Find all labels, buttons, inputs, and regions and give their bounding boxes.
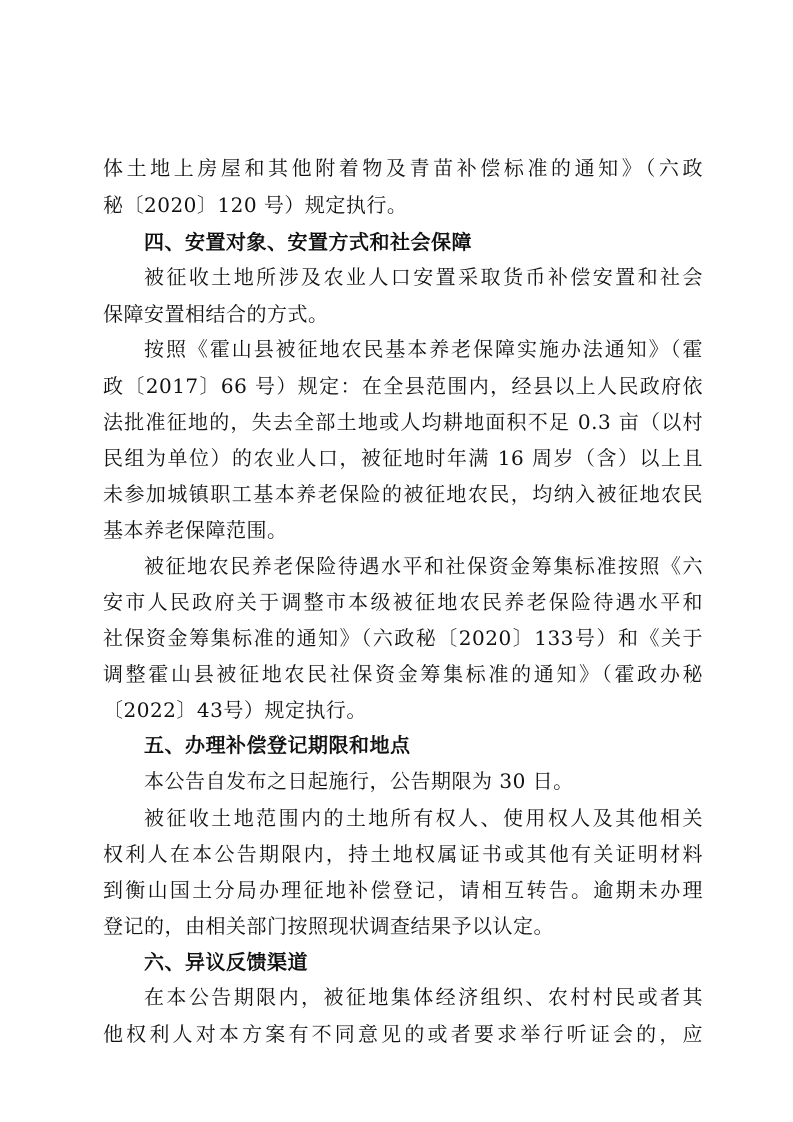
- paragraph-line: 被征地农民养老保险待遇水平和社保资金筹集标准按照《六: [144, 554, 703, 578]
- paragraph-line: 保障安置相结合的方式。: [103, 302, 329, 326]
- paragraph-line: 被征收土地范围内的土地所有权人、使用权人及其他相关: [144, 806, 703, 830]
- paragraph-line: 体土地上房屋和其他附着物及青苗补偿标准的通知》（六政: [103, 156, 703, 180]
- paragraph-line: 本公告自发布之日起施行，公告期限为 30 日。: [144, 769, 574, 793]
- paragraph-line: 秘〔2020〕120 号）规定执行。: [103, 193, 408, 217]
- paragraph-line: 权利人在本公告期限内，持土地权属证书或其他有关证明材料: [103, 842, 703, 866]
- paragraph-line: 未参加城镇职工基本养老保险的被征地农民，均纳入被征地农民: [103, 482, 703, 506]
- section-heading-6: 六、异议反馈渠道: [144, 950, 308, 974]
- paragraph-line: 在本公告期限内，被征地集体经济组织、农村村民或者其: [144, 985, 703, 1009]
- paragraph-line: 基本养老保障范围。: [103, 518, 288, 542]
- paragraph-line: 他权利人对本方案有不同意见的或者要求举行听证会的，应: [103, 1022, 703, 1046]
- paragraph-line: 法批准征地的，失去全部土地或人均耕地面积不足 0.3 亩（以村: [103, 410, 703, 434]
- paragraph-line: 政〔2017〕66 号）规定：在全县范围内，经县以上人民政府依: [103, 374, 703, 398]
- paragraph-line: 民组为单位）的农业人口，被征地时年满 16 周岁（含）以上且: [103, 446, 703, 470]
- section-heading-4: 四、安置对象、安置方式和社会保障: [144, 230, 472, 254]
- section-heading-5: 五、办理补偿登记期限和地点: [144, 733, 411, 757]
- paragraph-line: 社保资金筹集标准的通知》（六政秘〔2020〕133号）和《关于: [103, 626, 703, 650]
- paragraph-line: 被征收土地所涉及农业人口安置采取货币补偿安置和社会: [144, 265, 703, 289]
- paragraph-line: 登记的，由相关部门按照现状调查结果予以认定。: [103, 914, 554, 938]
- paragraph-line: 〔2022〕43号）规定执行。: [103, 698, 367, 722]
- paragraph-line: 调整霍山县被征地农民社保资金筹集标准的通知》（霍政办秘: [103, 662, 703, 686]
- paragraph-line: 到衡山国土分局办理征地补偿登记，请相互转告。逾期未办理: [103, 878, 703, 902]
- paragraph-line: 按照《霍山县被征地农民基本养老保障实施办法通知》（霍: [144, 337, 703, 361]
- paragraph-line: 安市人民政府关于调整市本级被征地农民养老保险待遇水平和: [103, 590, 703, 614]
